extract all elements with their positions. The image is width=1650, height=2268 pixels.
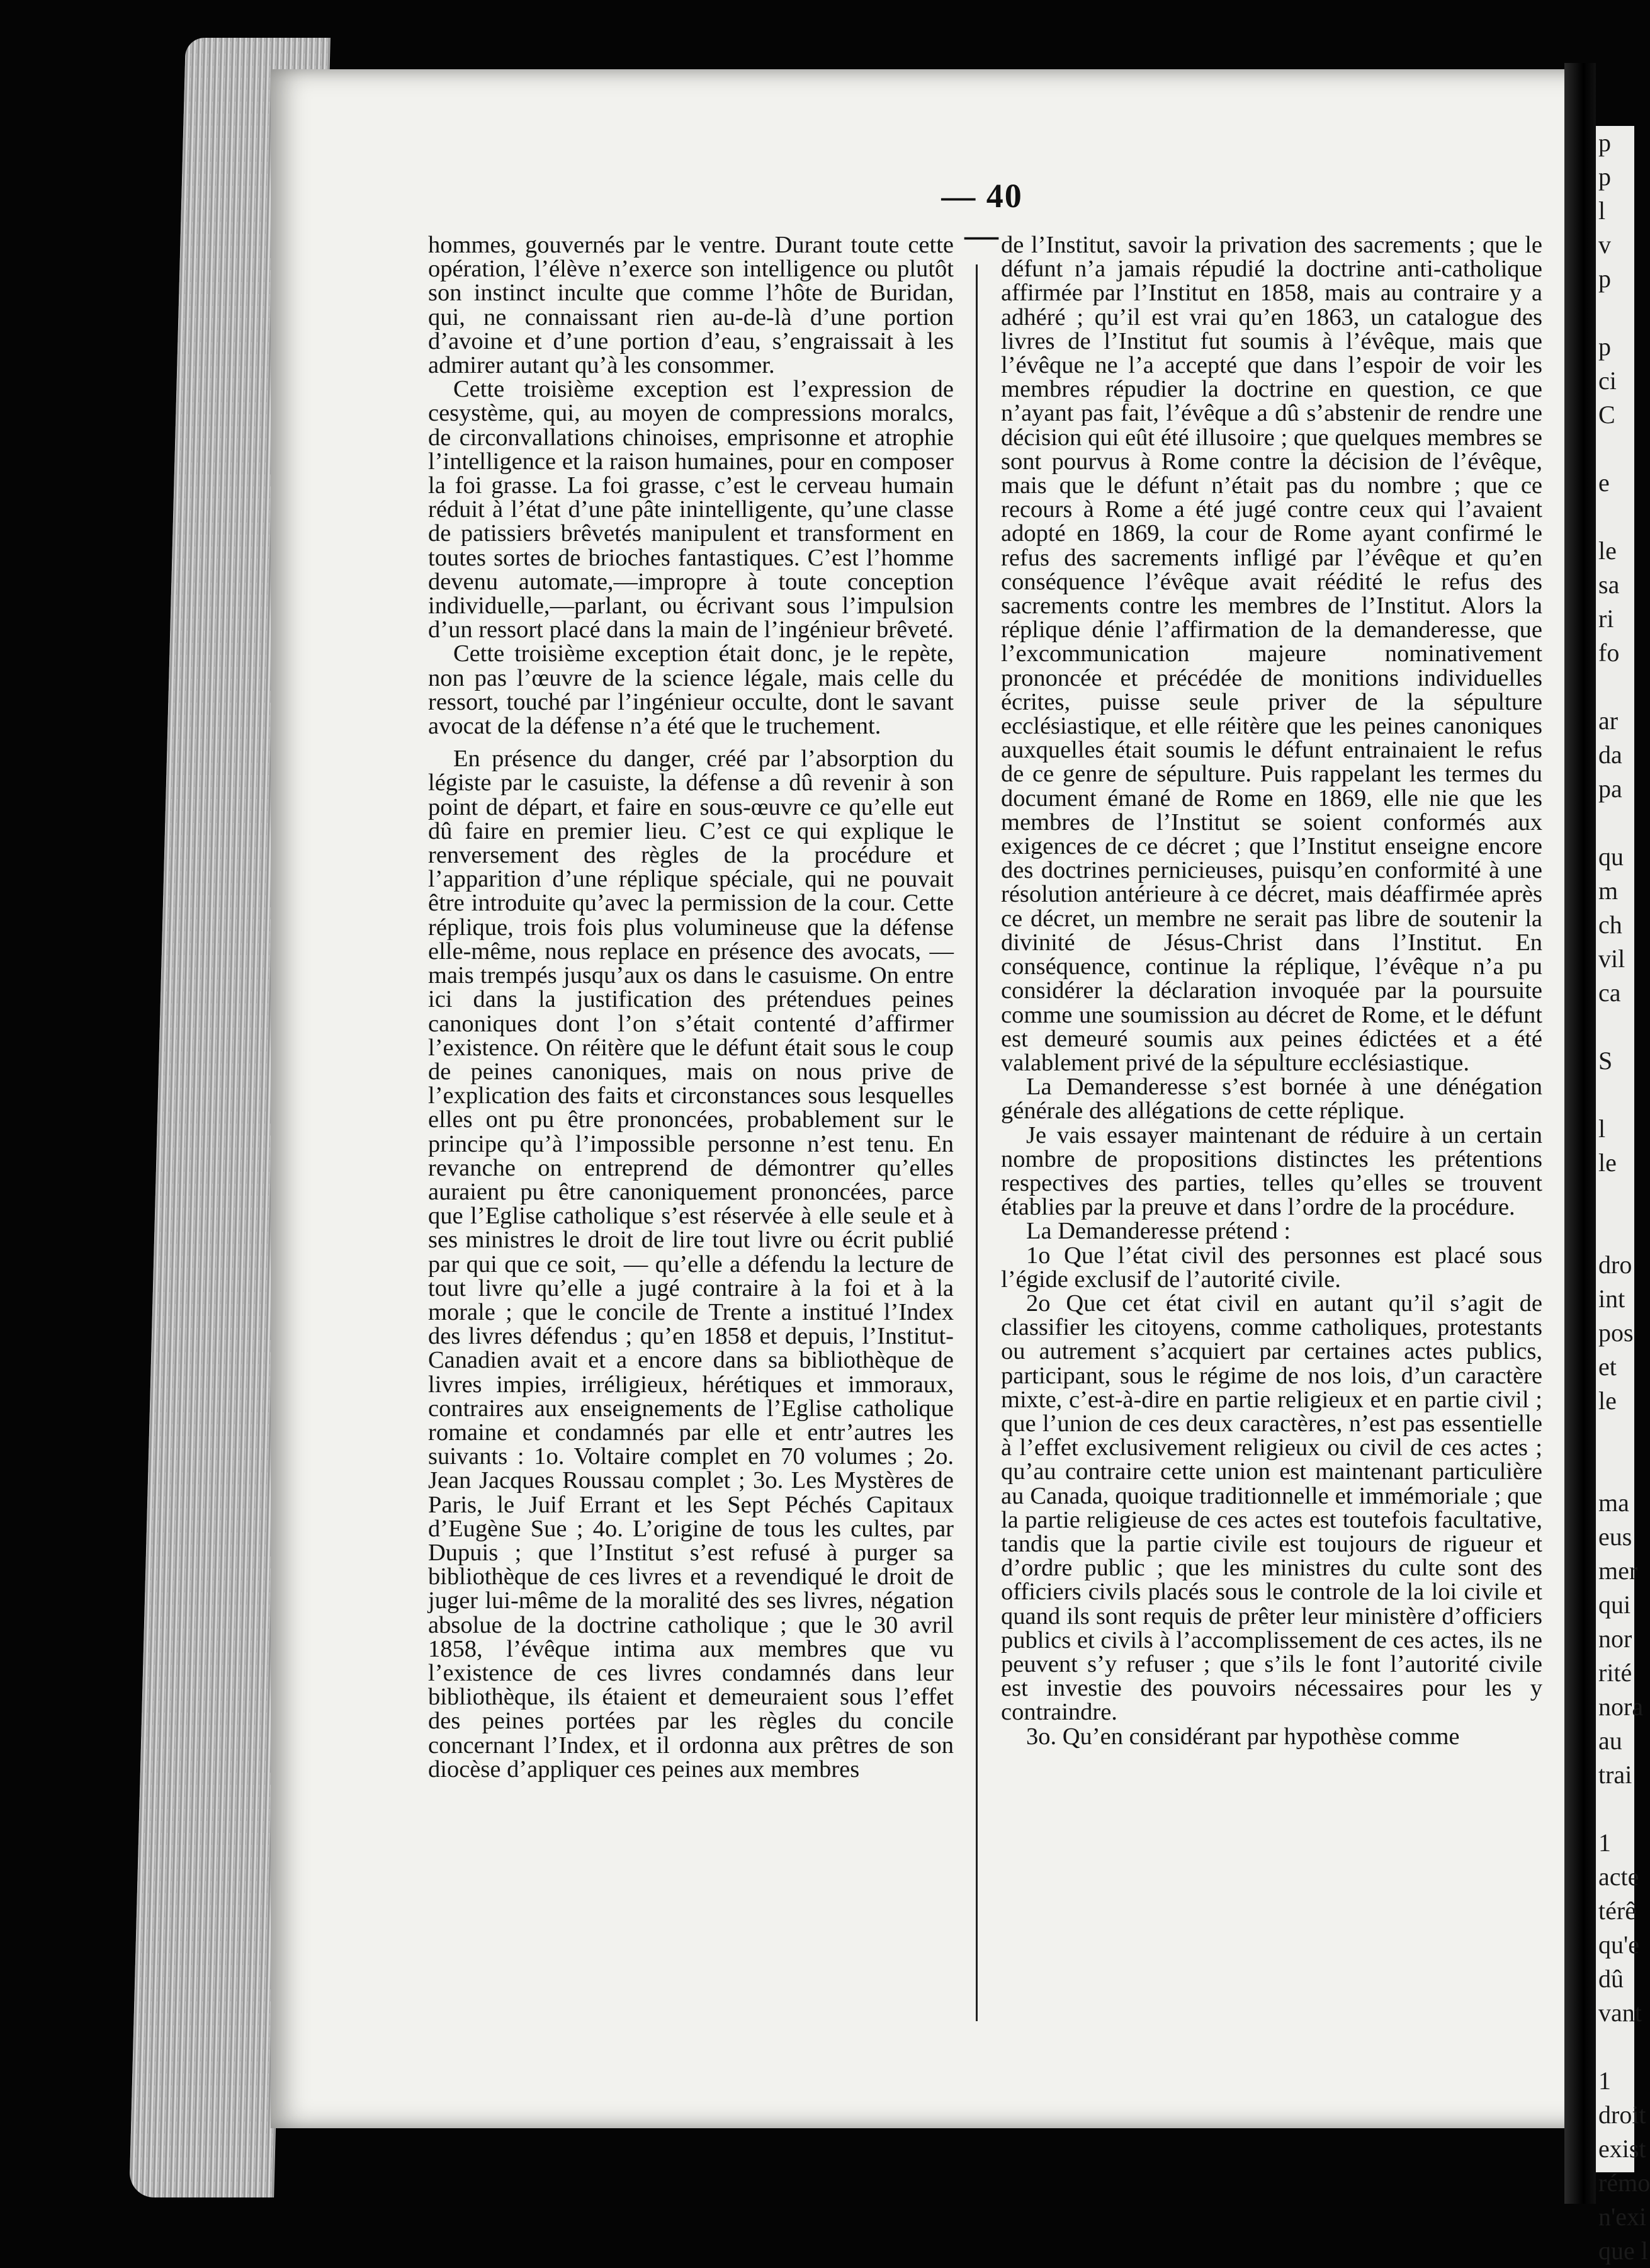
facing-page-text-fragment xyxy=(1596,1452,1634,1486)
facing-page-text-fragment: l xyxy=(1598,196,1606,225)
facing-page-text-fragment: dro xyxy=(1598,1250,1632,1279)
facing-page-text-fragment: eus xyxy=(1598,1522,1632,1551)
book-gutter xyxy=(1564,63,1596,2204)
facing-page-text-fragment: sa xyxy=(1598,570,1620,599)
facing-page-text-fragment: le xyxy=(1598,1148,1617,1177)
facing-page-text-fragment: v xyxy=(1598,230,1611,259)
paragraph: Cette troisième exception est l’expression de cesystème, qui, au moyen de compressions moralcs, de circonvallations chinoises, emprisonne et atrophie l’intelligence et la raison humaines, pour en composer la foi grasse. La foi grasse, c’est le cerveau humain réduit à l’état d’une pâte inintelligente, qu’une classe de patissiers brêvetés manipulent et transforment en toutes sortes de brioches fantastiques. C’est l’homme devenu automate,—impropre à toute conception individuelle,—parlant, ou écrivant sous l’impulsion d’un ressort placé dans la main de l’ingénieur brêveté. xyxy=(428,376,954,644)
facing-page-text-fragment xyxy=(1596,500,1634,534)
facing-page-text-fragment: pos xyxy=(1598,1318,1634,1347)
paragraph: Cette troisième exception était donc, je le repète, non pas l’œuvre de la science légale, mais celle du ressort, touché par l’ingénieur occulte, dont le savant avocat de la défense n’a été que le truchement. xyxy=(428,640,954,740)
paragraph: La Demanderesse s’est bornée à une dénégation générale des allégations de cette réplique. xyxy=(1001,1074,1542,1125)
facing-page-text-fragment xyxy=(1596,1418,1634,1452)
facing-page-text-fragment: 1 xyxy=(1598,1829,1611,1857)
paragraph: de l’Institut, savoir la privation des sacrements ; que le défunt n’a jamais répudié la doctrine anti-catholique affirmée par l’Institut en 1858, mais au contraire y a adhéré ; qu’il est vrai qu’en 1863, un catalogue des livres de l’Institut fut soumis à l’évêque, mais que l’évêque ne l’a accepté que dans l’espoir de voir les membres répudier la doctrine en question, ce que n’ayant pas fait, l’évêque a dû s’abstenir de rendre une décision qui eût été illusoire ; que quelques membres se sont pourvus à Rome contre la décision de l’évêque, mais que le défunt n’était pas du nombre ; que ce recours à Rome a été jugé contre ceux qui l’avaient adopté en 1869, la cour de Rome ayant confirmé le refus des sacrements infligé par l’évêque et qu’en conséquence l’évêque avait réédité le refus des sacrements contre les membres de l’Institut. Alors la réplique dénie l’affirmation de la demanderesse, que l’excommunication majeure nominativement prononcée et précédée de monitions individuelles écrites, puisse seule priver de la sépulture ecclésiastique, et elle réitère que les peines canoniques auxquelles était soumis le défunt entrainaient le refus de ce genre de sépulture. Puis rappelant les termes du document émané de Rome en 1869, elle nie que les membres de l’Institut se soient conformés aux exigences de ce décret ; que l’Institut enseigne encore des doctrines pernicieuses, puisqu’en conformité à une résolution antérieure à ce décret, mais déaffirmée après ce décret, un membre ne serait pas libre de soutenir la divinité de Jésus-Christ dans l’Institut. En conséquence, continue la réplique, l’évêque n’a pu considérer la déclaration invoquée par la poursuite comme une soumission au décret de Rome, et le défunt est demeuré soumis aux peines édictées et a été valablement privé de la sépulture ecclésiastique. xyxy=(1001,232,1542,1076)
facing-page-text-fragment: droit xyxy=(1598,2101,1646,2129)
facing-page-text-fragment: et xyxy=(1598,1352,1617,1381)
facing-page-text-fragment: dû xyxy=(1598,1965,1624,1993)
facing-page-text-fragment: S xyxy=(1598,1046,1613,1075)
facing-page-text-fragment xyxy=(1596,1792,1634,1826)
facing-page-text-fragment xyxy=(1596,2030,1634,2064)
facing-page-text-fragment: ca xyxy=(1598,978,1621,1007)
facing-page-text-fragment xyxy=(1596,296,1634,330)
facing-page-text-fragment: qu xyxy=(1598,842,1624,871)
facing-page-text-fragment: 1 xyxy=(1598,2067,1611,2095)
paragraph: hommes, gouvernés par le ventre. Durant toute cette opération, l’élève n’exerce son intelligence ou plutôt son instinct inculte que comme l’hôte de Buridan, qui, ne connaissant rien au-de-là d’une portion d’avoine et d’une portion d’eau, s’engraissait à les admirer autant qu’à les consommer. xyxy=(428,232,954,379)
paragraph: 2o Que cet état civil en autant qu’il s’agit de classifier les citoyens, comme catholiques, protestants ou autrement s’acquiert par certaines actes publics, participant, sous le régime de nos lois, d’un caractère mixte, c’est-à-dire en partie religieux et en partie civil ; que l’union de ces deux caractères, n’est pas essentielle à l’effet exclusivement religieux ou civil de ces actes ; qu’au contraire cette union est maintenant particulière au Canada, quoique traditionnelle et immémoriale ; que la partie religieuse de ces actes est toutefois facultative, tandis que la partie civile est toujours de rigueur et d’ordre public ; que les ministres du culte sont des officiers civils placés sous le controle de la loi civile et quand ils sont requis de prêter leur ministère d’officiers publics et civils à l’accomplissement de ces actes, ils ne peuvent s’y refuser ; que s’ils le font l’autorité civile est investie des pouvoirs nécessaires pour les y contraindre. xyxy=(1001,1290,1542,1726)
facing-page-text-fragment: n'exi xyxy=(1598,2203,1647,2231)
paragraph: 3o. Qu’en considérant par hypothèse comme xyxy=(1026,1723,1460,1750)
facing-page-text-fragment xyxy=(1596,1180,1634,1214)
facing-page-text-fragment: p xyxy=(1598,162,1611,191)
facing-page-text-fragment: ch xyxy=(1598,910,1622,939)
facing-page-text-fragment: trai xyxy=(1598,1761,1632,1789)
facing-page-text-fragment: pa xyxy=(1598,774,1622,803)
facing-page-text-fragment: acte xyxy=(1598,1863,1639,1891)
facing-page-text-fragment: da xyxy=(1598,740,1622,769)
facing-page-fragment xyxy=(1596,126,1650,2265)
facing-page-text-fragment: le xyxy=(1598,1386,1617,1415)
facing-page-text-fragment xyxy=(1596,806,1634,840)
page-number: — 40 — xyxy=(941,177,1023,254)
facing-page-text-fragment: térê xyxy=(1598,1897,1636,1925)
right-text-column xyxy=(1001,233,1542,2034)
paragraph: Je vais essayer maintenant de réduire à un certain nombre de propositions distinctes les prétentions respectives des parties, telles qu’elles se trouvent établies par la preuve et dans l’ordre de la procédure. xyxy=(1001,1121,1542,1221)
facing-page-text-fragment: exist xyxy=(1598,2135,1646,2163)
column-divider xyxy=(976,264,978,2021)
facing-page-text-fragment: ci xyxy=(1598,366,1617,395)
facing-page-text-fragment xyxy=(1596,1078,1634,1112)
facing-page-text-fragment: e xyxy=(1598,468,1610,497)
facing-page-text-fragment xyxy=(1596,1214,1634,1248)
facing-page-text-fragment xyxy=(1596,670,1634,704)
facing-page-text-fragment: C xyxy=(1598,400,1615,429)
facing-page-text-fragment: int xyxy=(1598,1284,1625,1313)
left-text-column xyxy=(428,233,954,2034)
facing-page-text-fragment: le xyxy=(1598,536,1617,565)
facing-page-text-fragment: l xyxy=(1598,1114,1606,1143)
facing-page-text-fragment: qu'e xyxy=(1598,1931,1639,1959)
facing-page-text-fragment: mer xyxy=(1598,1556,1638,1585)
facing-page-text-fragment: p xyxy=(1598,128,1611,157)
facing-page-text-fragment: rémo xyxy=(1598,2169,1650,2197)
facing-page-text-fragment: vant xyxy=(1598,1999,1642,2027)
facing-page-text-fragment: p xyxy=(1598,332,1611,361)
facing-page-text-fragment: qui xyxy=(1598,1590,1631,1619)
facing-page-text-fragment: nora xyxy=(1598,1692,1644,1721)
facing-page-text-fragment: ma xyxy=(1598,1488,1629,1517)
facing-page-text-fragment: rité xyxy=(1598,1658,1632,1687)
facing-page-text-fragment: m xyxy=(1598,876,1619,905)
facing-page-text-fragment: fo xyxy=(1598,638,1620,667)
facing-page-text-fragment: au xyxy=(1598,1727,1622,1755)
facing-page-text-fragment: ar xyxy=(1598,706,1619,735)
facing-page-text-fragment xyxy=(1596,1010,1634,1044)
facing-page-text-fragment xyxy=(1596,432,1634,466)
facing-page-text-fragment: que l xyxy=(1598,2237,1648,2265)
facing-page-text-fragment: vil xyxy=(1598,944,1625,973)
paragraph: La Demanderesse prétend : xyxy=(1026,1218,1291,1245)
paragraph: En présence du danger, créé par l’absorption du légiste par le casuiste, la défense a dû revenir à son point de départ, et faire en sous-œuvre ce qu’elle eut dû faire en premier lieu. C’est ce qui explique le renversement des règles de la procédure et l’apparition d’une réplique spéciale, qui ne pouvait être introduite qu’avec la permission de la cour. Cette réplique, trois fois plus volumineuse que la défense elle-même, nous replace en présence des avocats, — mais trempés jusqu’aux os dans le casuisme. On entre ici dans la justification des prétendues peines canoniques dont l’on s’était contenté d’affirmer l’existence. On réitère que le défunt était sous le coup de peines canoniques, mais on nous prive de l’explication des faits et circonstances sous lesquelles elles ont pu être prononcées, probablement sur le principe qu’à l’impossible personne n’est tenu. En revanche on entreprend de démontrer qu’elles auraient pu être canoniquement prononcées, parce que l’Eglise catholique s’est réservée à elle seule et à ses ministres le droit de lire tout livre ou écrit publié par qui que ce soit, — qu’elle a défendu la lecture de tout livre qu’elle a jugé contraire à la foi et à la morale ; que le concile de Trente a institué l’Index des livres défendus ; qu’en 1858 et depuis, l’Institut-Canadien avait et a encore dans sa bibliothèque de livres impies, irréligieux, hérétiques et immoraux, contraires aux enseignements de l’Eglise catholique romaine et condamnés par elle et entr’autres les suivants : 1o. Voltaire complet en 70 volumes ; 2o. Jean Jacques Roussau complet ; 3o. Les Mystères de Paris, le Juif Errant et les Sept Péchés Capitaux d’Eugène Sue ; 4o. L’origine de tous les cultes, par Dupuis ; que l’Institut s’est refusé à purger sa bibliothèque de ces livres et a revendiqué le droit de juger lui-même de la moralité des ses livres, négation absolue de la doctrine catholique ; que le 30 avril 1858, l’évêque intima aux membres que vu l’existence de ces livres condamnés dans leur bibliothèque, ils étaient et demeuraient sous l’effet des peines portées par les règles du concile concernant l’Index, et il ordonna aux prêtres de son diocèse d’appliquer ces peines aux membres xyxy=(428,746,954,1783)
paragraph: 1o Que l’état civil des personnes est placé sous l’égide exclusif de l’autorité civile. xyxy=(1001,1242,1542,1293)
facing-page-text-fragment: p xyxy=(1598,264,1611,293)
facing-page-text-fragment: nor xyxy=(1598,1624,1632,1653)
facing-page-text-fragment: ri xyxy=(1598,604,1614,633)
